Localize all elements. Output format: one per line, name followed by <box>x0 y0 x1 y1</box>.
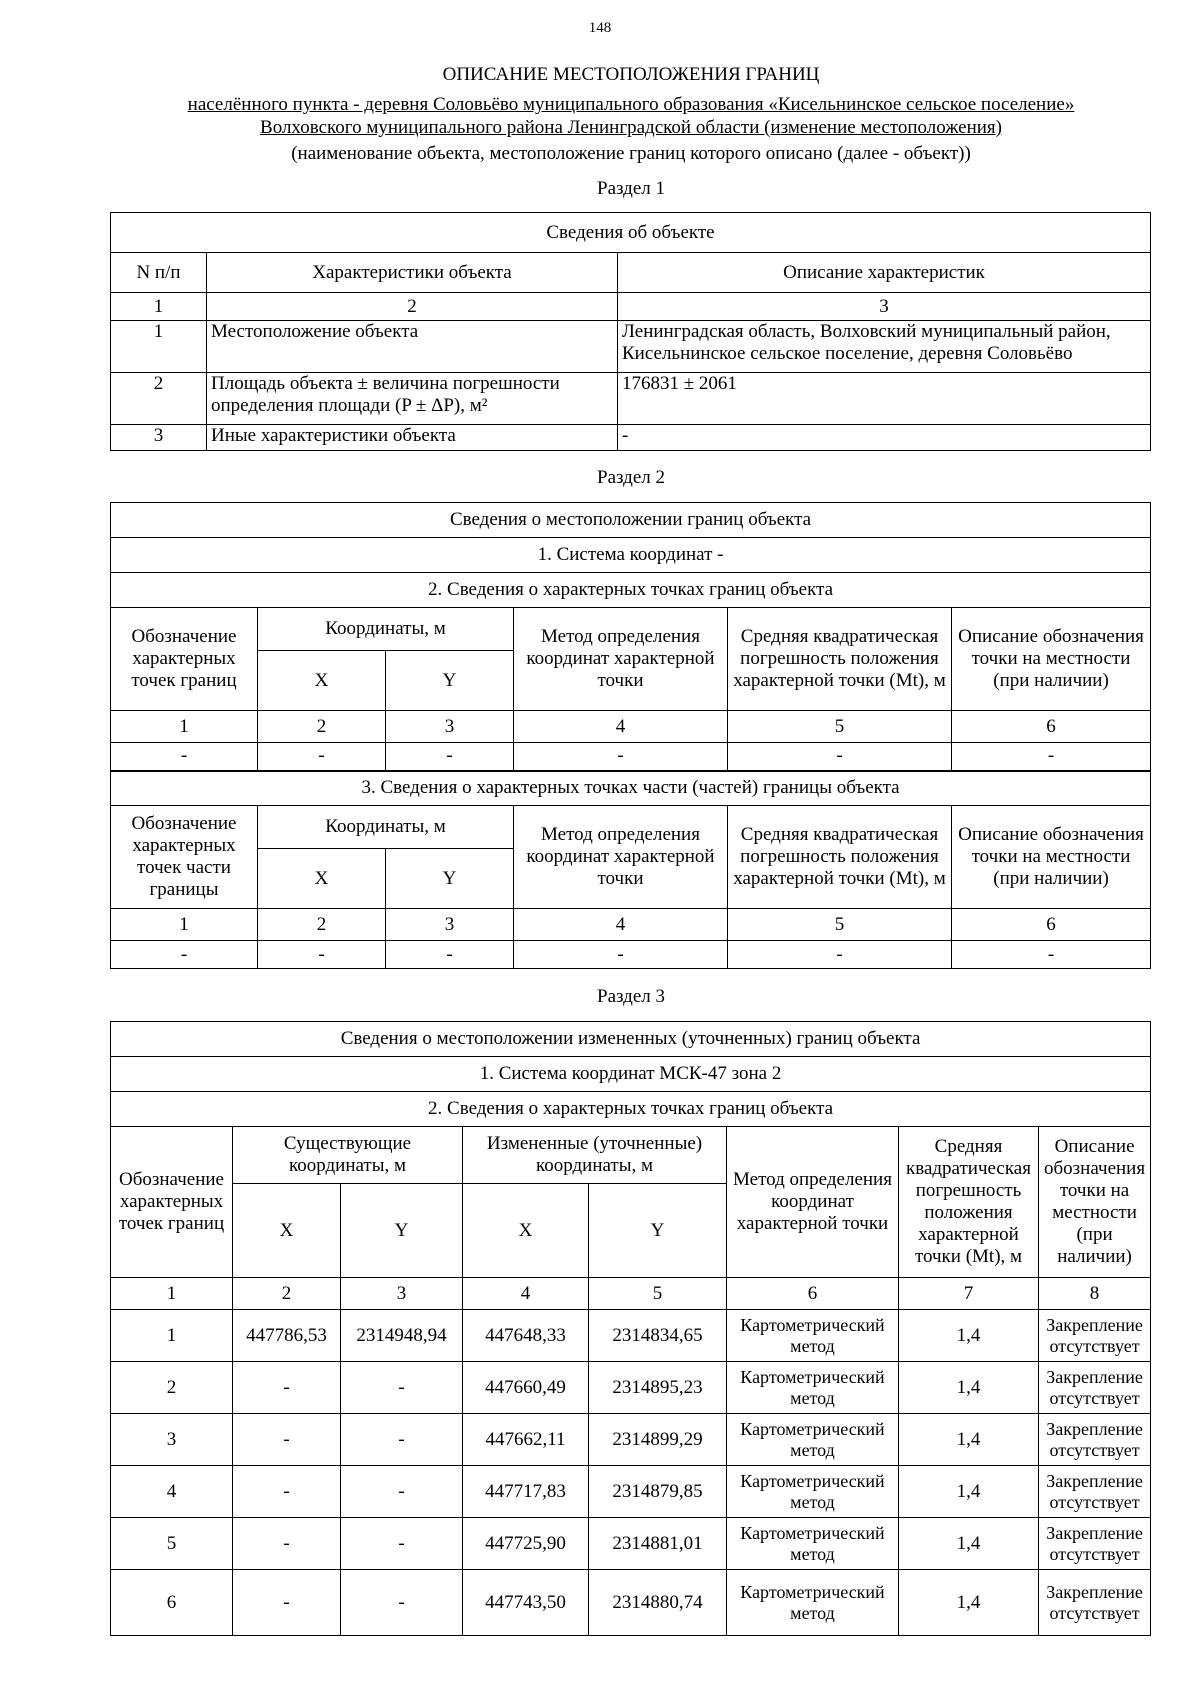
table-row <box>111 1362 1151 1414</box>
table-row <box>111 425 1151 451</box>
mt-value: 1,4 <box>899 1362 1039 1414</box>
existing-y: - <box>341 1518 463 1570</box>
changed-x: 447660,49 <box>463 1362 589 1414</box>
header-n: N п/п <box>111 253 207 293</box>
table-title: Сведения об объекте <box>111 213 1151 253</box>
table-row <box>111 1518 1151 1570</box>
cell-empty: - <box>386 941 514 969</box>
existing-x: - <box>233 1466 341 1518</box>
header-characteristics: Характеристики объекта <box>207 253 618 293</box>
point-number: 2 <box>111 1362 233 1414</box>
header-x: X <box>258 651 386 711</box>
col-number: 2 <box>233 1278 341 1310</box>
cell-empty: - <box>952 941 1151 969</box>
header-description: Описание обозначения точки на местности (при наличии) <box>952 608 1151 711</box>
cell-empty: - <box>728 743 952 771</box>
mt-value: 1,4 <box>899 1570 1039 1636</box>
point-description: Закрепление отсутствует <box>1039 1362 1151 1414</box>
method: Картометрический метод <box>727 1310 899 1362</box>
col-number: 6 <box>727 1278 899 1310</box>
header-y: Y <box>386 651 514 711</box>
table-title: Сведения о местоположении измененных (уточненных) границ объекта <box>111 1022 1151 1057</box>
table-row <box>111 1466 1151 1518</box>
col-number: 1 <box>111 293 207 321</box>
table-row <box>111 1570 1151 1636</box>
method: Картометрический метод <box>727 1362 899 1414</box>
existing-x: - <box>233 1518 341 1570</box>
object-name-line-1: населённого пункта - деревня Соловьёво муниципального образования «Кисельнинское сельское поселение» <box>187 94 1075 115</box>
cell-empty: - <box>514 743 728 771</box>
table-row <box>111 1414 1151 1466</box>
header-coords: Координаты, м <box>258 806 514 849</box>
header-point: Обозначение характерных точек границ <box>111 1127 233 1278</box>
header-description: Описание характеристик <box>618 253 1151 293</box>
header-x: X <box>463 1184 589 1278</box>
col-number: 4 <box>463 1278 589 1310</box>
header-description: Описание обозначения точки на местности (при наличии) <box>1039 1127 1151 1278</box>
header-point-part: Обозначение характерных точек части границы <box>111 806 258 909</box>
header-error: Средняя квадратическая погрешность положения характерной точки (Mt), м <box>899 1127 1039 1278</box>
header-x: X <box>233 1184 341 1278</box>
cell-empty: - <box>258 743 386 771</box>
changed-y: 2314879,85 <box>589 1466 727 1518</box>
row-characteristic: Площадь объекта ± величина погрешности определения площади (P ± ΔP), м² <box>207 373 618 425</box>
parts-title: 3. Сведения о характерных точках части (частей) границы объекта <box>111 771 1151 806</box>
row-description: Ленинградская область, Волховский муниципальный район, Кисельнинское сельское поселение, деревня Соловьёво <box>618 321 1151 373</box>
existing-x: - <box>233 1362 341 1414</box>
row-number: 3 <box>111 425 207 451</box>
col-number: 3 <box>386 711 514 743</box>
header-y: Y <box>341 1184 463 1278</box>
cell-empty: - <box>952 743 1151 771</box>
changed-boundary-table <box>110 1021 1151 1636</box>
table-row <box>111 321 1151 373</box>
boundary-points-table <box>110 502 1151 969</box>
cell-empty: - <box>514 941 728 969</box>
section-3-label: Раздел 3 <box>597 986 665 1007</box>
col-number: 3 <box>618 293 1151 321</box>
existing-y: - <box>341 1570 463 1636</box>
header-existing-coords: Существующие координаты, м <box>233 1127 463 1184</box>
point-description: Закрепление отсутствует <box>1039 1518 1151 1570</box>
coord-system: 1. Система координат МСК-47 зона 2 <box>111 1057 1151 1092</box>
col-number: 1 <box>111 909 258 941</box>
point-description: Закрепление отсутствует <box>1039 1570 1151 1636</box>
mt-value: 1,4 <box>899 1310 1039 1362</box>
row-number: 1 <box>111 321 207 373</box>
cell-empty: - <box>111 743 258 771</box>
coord-system: 1. Система координат - <box>111 538 1151 573</box>
header-y: Y <box>386 849 514 909</box>
table-row <box>111 1310 1151 1362</box>
changed-y: 2314899,29 <box>589 1414 727 1466</box>
cell-empty: - <box>728 941 952 969</box>
row-description: 176831 ± 2061 <box>618 373 1151 425</box>
existing-y: - <box>341 1414 463 1466</box>
existing-x: - <box>233 1570 341 1636</box>
point-description: Закрепление отсутствует <box>1039 1310 1151 1362</box>
changed-y: 2314834,65 <box>589 1310 727 1362</box>
section-1-label: Раздел 1 <box>597 178 665 199</box>
object-info-table <box>110 212 1151 451</box>
existing-x: 447786,53 <box>233 1310 341 1362</box>
points-title: 2. Сведения о характерных точках границ объекта <box>111 573 1151 608</box>
changed-x: 447725,90 <box>463 1518 589 1570</box>
changed-x: 447743,50 <box>463 1570 589 1636</box>
table-row <box>111 373 1151 425</box>
header-error: Средняя квадратическая погрешность положения характерной точки (Mt), м <box>728 806 952 909</box>
existing-y: 2314948,94 <box>341 1310 463 1362</box>
table-row <box>111 941 1151 969</box>
header-method: Метод определения координат характерной точки <box>514 806 728 909</box>
table-title: Сведения о местоположении границ объекта <box>111 503 1151 538</box>
mt-value: 1,4 <box>899 1466 1039 1518</box>
point-number: 1 <box>111 1310 233 1362</box>
document-title: ОПИСАНИЕ МЕСТОПОЛОЖЕНИЯ ГРАНИЦ <box>442 64 820 85</box>
header-x: X <box>258 849 386 909</box>
existing-y: - <box>341 1466 463 1518</box>
changed-x: 447662,11 <box>463 1414 589 1466</box>
point-description: Закрепление отсутствует <box>1039 1466 1151 1518</box>
point-number: 5 <box>111 1518 233 1570</box>
method: Картометрический метод <box>727 1466 899 1518</box>
method: Картометрический метод <box>727 1414 899 1466</box>
point-number: 3 <box>111 1414 233 1466</box>
col-number: 7 <box>899 1278 1039 1310</box>
section-2-label: Раздел 2 <box>597 467 665 488</box>
method: Картометрический метод <box>727 1518 899 1570</box>
cell-empty: - <box>258 941 386 969</box>
cell-empty: - <box>111 941 258 969</box>
object-name-note: (наименование объекта, местоположение границ которого описано (далее - объект)) <box>291 143 971 164</box>
col-number: 4 <box>514 711 728 743</box>
col-number: 5 <box>728 909 952 941</box>
col-number: 6 <box>952 909 1151 941</box>
existing-x: - <box>233 1414 341 1466</box>
table-row <box>111 743 1151 771</box>
point-number: 6 <box>111 1570 233 1636</box>
col-number: 1 <box>111 1278 233 1310</box>
header-y: Y <box>589 1184 727 1278</box>
col-number: 5 <box>728 711 952 743</box>
mt-value: 1,4 <box>899 1518 1039 1570</box>
row-number: 2 <box>111 373 207 425</box>
col-number: 2 <box>207 293 618 321</box>
changed-y: 2314880,74 <box>589 1570 727 1636</box>
cell-empty: - <box>386 743 514 771</box>
changed-y: 2314881,01 <box>589 1518 727 1570</box>
page-number: 148 <box>588 20 612 36</box>
point-description: Закрепление отсутствует <box>1039 1414 1151 1466</box>
mt-value: 1,4 <box>899 1414 1039 1466</box>
point-number: 4 <box>111 1466 233 1518</box>
method: Картометрический метод <box>727 1570 899 1636</box>
existing-y: - <box>341 1362 463 1414</box>
col-number: 2 <box>258 909 386 941</box>
header-method: Метод определения координат характерной точки <box>514 608 728 711</box>
col-number: 1 <box>111 711 258 743</box>
header-changed-coords: Измененные (уточненные) координаты, м <box>463 1127 727 1184</box>
row-description: - <box>618 425 1151 451</box>
row-characteristic: Иные характеристики объекта <box>207 425 618 451</box>
changed-y: 2314895,23 <box>589 1362 727 1414</box>
header-method: Метод определения координат характерной точки <box>727 1127 899 1278</box>
col-number: 5 <box>589 1278 727 1310</box>
header-point: Обозначение характерных точек границ <box>111 608 258 711</box>
col-number: 3 <box>386 909 514 941</box>
col-number: 2 <box>258 711 386 743</box>
header-coords: Координаты, м <box>258 608 514 651</box>
col-number: 6 <box>952 711 1151 743</box>
header-description: Описание обозначения точки на местности (при наличии) <box>952 806 1151 909</box>
header-error: Средняя квадратическая погрешность положения характерной точки (Mt), м <box>728 608 952 711</box>
col-number: 8 <box>1039 1278 1151 1310</box>
row-characteristic: Местоположение объекта <box>207 321 618 373</box>
points-title: 2. Сведения о характерных точках границ объекта <box>111 1092 1151 1127</box>
col-number: 3 <box>341 1278 463 1310</box>
col-number: 4 <box>514 909 728 941</box>
changed-x: 447717,83 <box>463 1466 589 1518</box>
changed-x: 447648,33 <box>463 1310 589 1362</box>
object-name-line-2: Волховского муниципального района Ленинградской области (изменение местоположения) <box>260 117 1002 138</box>
